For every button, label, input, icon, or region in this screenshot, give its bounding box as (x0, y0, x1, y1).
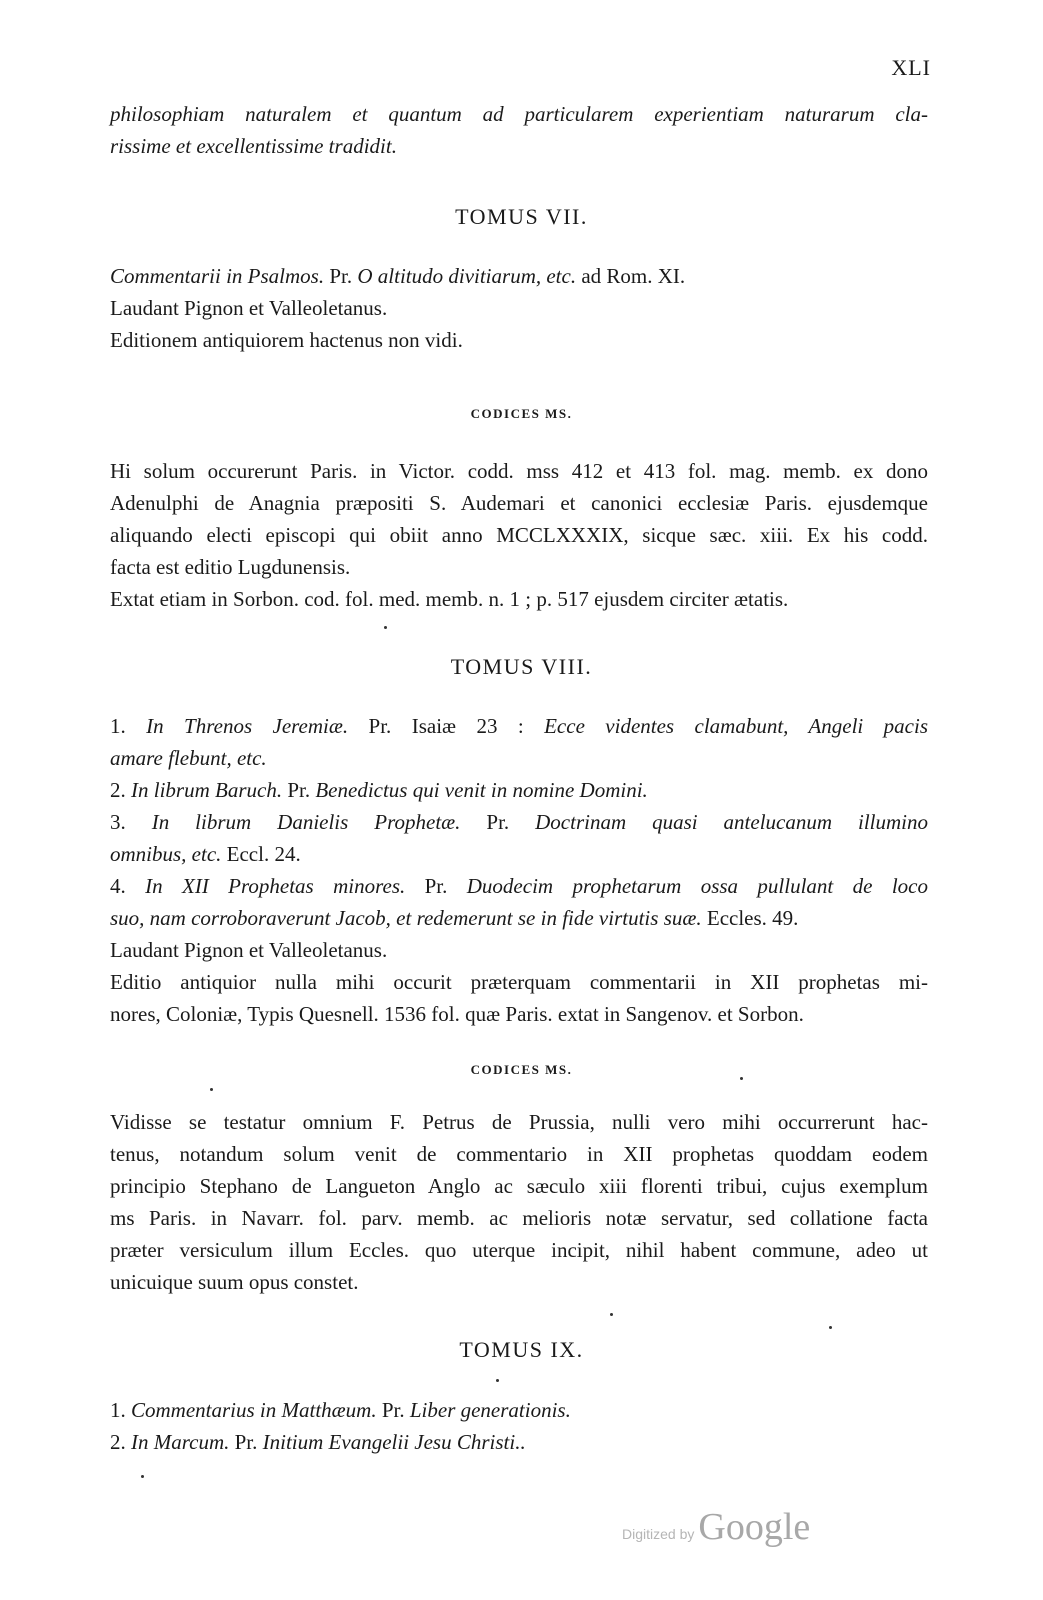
entry-number: 1. (110, 714, 147, 738)
print-speck (384, 626, 387, 629)
print-speck (740, 1077, 743, 1080)
entry-line (110, 838, 928, 870)
work-title: In librum Baruch. (131, 778, 283, 802)
entry-number: 3. (110, 810, 152, 834)
entry-line: nores, Coloniæ, Typis Quesnell. 1536 fol. quæ Paris. extat in Sangenov. et Sorbon. (110, 1002, 804, 1026)
entry-number: 2. (110, 1430, 131, 1454)
entry-number: 2. (110, 778, 131, 802)
intro-paragraph (110, 98, 928, 162)
paragraph-line: Extat etiam in Sorbon. cod. fol. med. memb. n. 1 ; p. 517 ejusdem circiter ætatis. (110, 587, 789, 611)
print-speck (610, 1313, 613, 1316)
text-fragment: ad Rom. XI. (576, 264, 686, 288)
incipit: Benedictus qui venit in nomine Domini. (315, 778, 648, 802)
text-fragment: Pr. Isaiæ 23 : (348, 714, 545, 738)
entry-number: 1. (110, 1398, 131, 1422)
print-speck (829, 1326, 832, 1329)
entry-line: Editio antiquior nulla mihi occurit præterquam commentarii in XII prophetas mi- (110, 970, 928, 994)
work-title: Commentarii in Psalmos. (110, 264, 325, 288)
incipit: omnibus, etc. (110, 842, 222, 866)
codices-heading: CODICES MS. (470, 406, 573, 421)
tomus-vii-entries (110, 260, 928, 356)
paragraph-line: unicuique suum opus constet. (110, 1270, 359, 1294)
incipit: Duodecim prophetarum ossa pullulant de loco (466, 874, 928, 898)
print-speck (496, 1379, 499, 1382)
work-title: In Marcum. (131, 1430, 230, 1454)
codices-heading: CODICES MS. (470, 1062, 573, 1077)
entry-line (110, 1394, 928, 1426)
entry-line (110, 260, 928, 292)
text-fragment: Eccl. 24. (221, 842, 301, 866)
work-title: In librum Danielis Prophetæ. (151, 810, 461, 834)
entry-number: 4. (110, 874, 146, 898)
incipit: Initium Evangelii Jesu Christi.. (262, 1430, 526, 1454)
incipit: Ecce videntes clamabunt, Angeli pacis (544, 714, 928, 738)
entry-line (110, 774, 928, 806)
work-title: In XII Prophetas minores. (145, 874, 406, 898)
entry-line: Laudant Pignon et Valleoletanus. (110, 296, 388, 320)
text-fragment: Pr. (282, 778, 316, 802)
print-speck (141, 1475, 144, 1478)
paragraph-line: ms Paris. in Navarr. fol. parv. memb. ac melioris notæ servatur, sed collatione facta (110, 1206, 928, 1230)
paragraph-line: facta est editio Lugdunensis. (110, 555, 351, 579)
digitized-watermark (622, 1505, 810, 1549)
text-fragment: Eccles. 49. (701, 906, 799, 930)
entry-line (110, 710, 928, 742)
intro-line: philosophiam naturalem et quantum ad particularem experientiam naturarum cla- (110, 102, 928, 126)
section-heading-tomus-vii: TOMUS VII. (455, 204, 588, 229)
entry-line (110, 806, 928, 838)
text-fragment: Pr. (324, 264, 358, 288)
incipit: O altitudo divitiarum, etc. (357, 264, 577, 288)
entry-line: Laudant Pignon et Valleoletanus. (110, 938, 388, 962)
intro-line: rissime et excellentissime tradidit. (110, 134, 397, 158)
paragraph-line: tenus, notandum solum venit de commentario in XII prophetas quoddam eodem (110, 1142, 928, 1166)
work-title: In Threnos Jeremiæ. (146, 714, 349, 738)
paragraph-line: Adenulphi de Anagnia præpositi S. Audemari et canonici ecclesiæ Paris. ejusdemque (110, 491, 928, 515)
paragraph-line: aliquando electi episcopi qui obiit anno MCCLXXXIX, sicque sæc. xiii. Ex his codd. (110, 523, 928, 547)
print-speck (210, 1088, 213, 1091)
incipit: suo, nam corroboraverunt Jacob, et redemerunt se in fide virtutis suæ. (110, 906, 702, 930)
entry-line (110, 902, 928, 934)
watermark-prefix: Digitized by (622, 1526, 695, 1542)
incipit: Doctrinam quasi antelucanum illumino (535, 810, 929, 834)
tomus-viii-codices-paragraph (110, 1106, 928, 1298)
entry-line (110, 1426, 928, 1458)
paragraph-line: Hi solum occurerunt Paris. in Victor. codd. mss 412 et 413 fol. mag. memb. ex dono (110, 459, 928, 483)
page-number: XLI (891, 55, 931, 80)
entry-line: amare flebunt, etc. (110, 746, 267, 770)
incipit: Liber generationis. (409, 1398, 571, 1422)
text-fragment: Pr. (376, 1398, 410, 1422)
paragraph-line: Vidisse se testatur omnium F. Petrus de Prussia, nulli vero mihi occurrerunt hac- (110, 1110, 928, 1134)
paragraph-line: præter versiculum illum Eccles. quo uterque incipit, nihil habent commune, adeo ut (110, 1238, 928, 1262)
work-title: Commentarius in Matthæum. (131, 1398, 377, 1422)
google-logo: Google (698, 1506, 811, 1548)
paragraph-line: principio Stephano de Langueton Anglo ac sæculo xiii florenti tribui, cujus exemplum (110, 1174, 928, 1198)
section-heading-tomus-ix: TOMUS IX. (459, 1337, 584, 1362)
tomus-viii-entries (110, 710, 928, 1030)
section-heading-tomus-viii: TOMUS VIII. (450, 654, 593, 679)
text-fragment: Pr. (405, 874, 467, 898)
tomus-ix-entries (110, 1394, 928, 1458)
text-fragment: Pr. (460, 810, 536, 834)
tomus-vii-codices-paragraph (110, 455, 928, 615)
entry-line: Editionem antiquiorem hactenus non vidi. (110, 328, 463, 352)
text-fragment: Pr. (229, 1430, 263, 1454)
entry-line (110, 870, 928, 902)
